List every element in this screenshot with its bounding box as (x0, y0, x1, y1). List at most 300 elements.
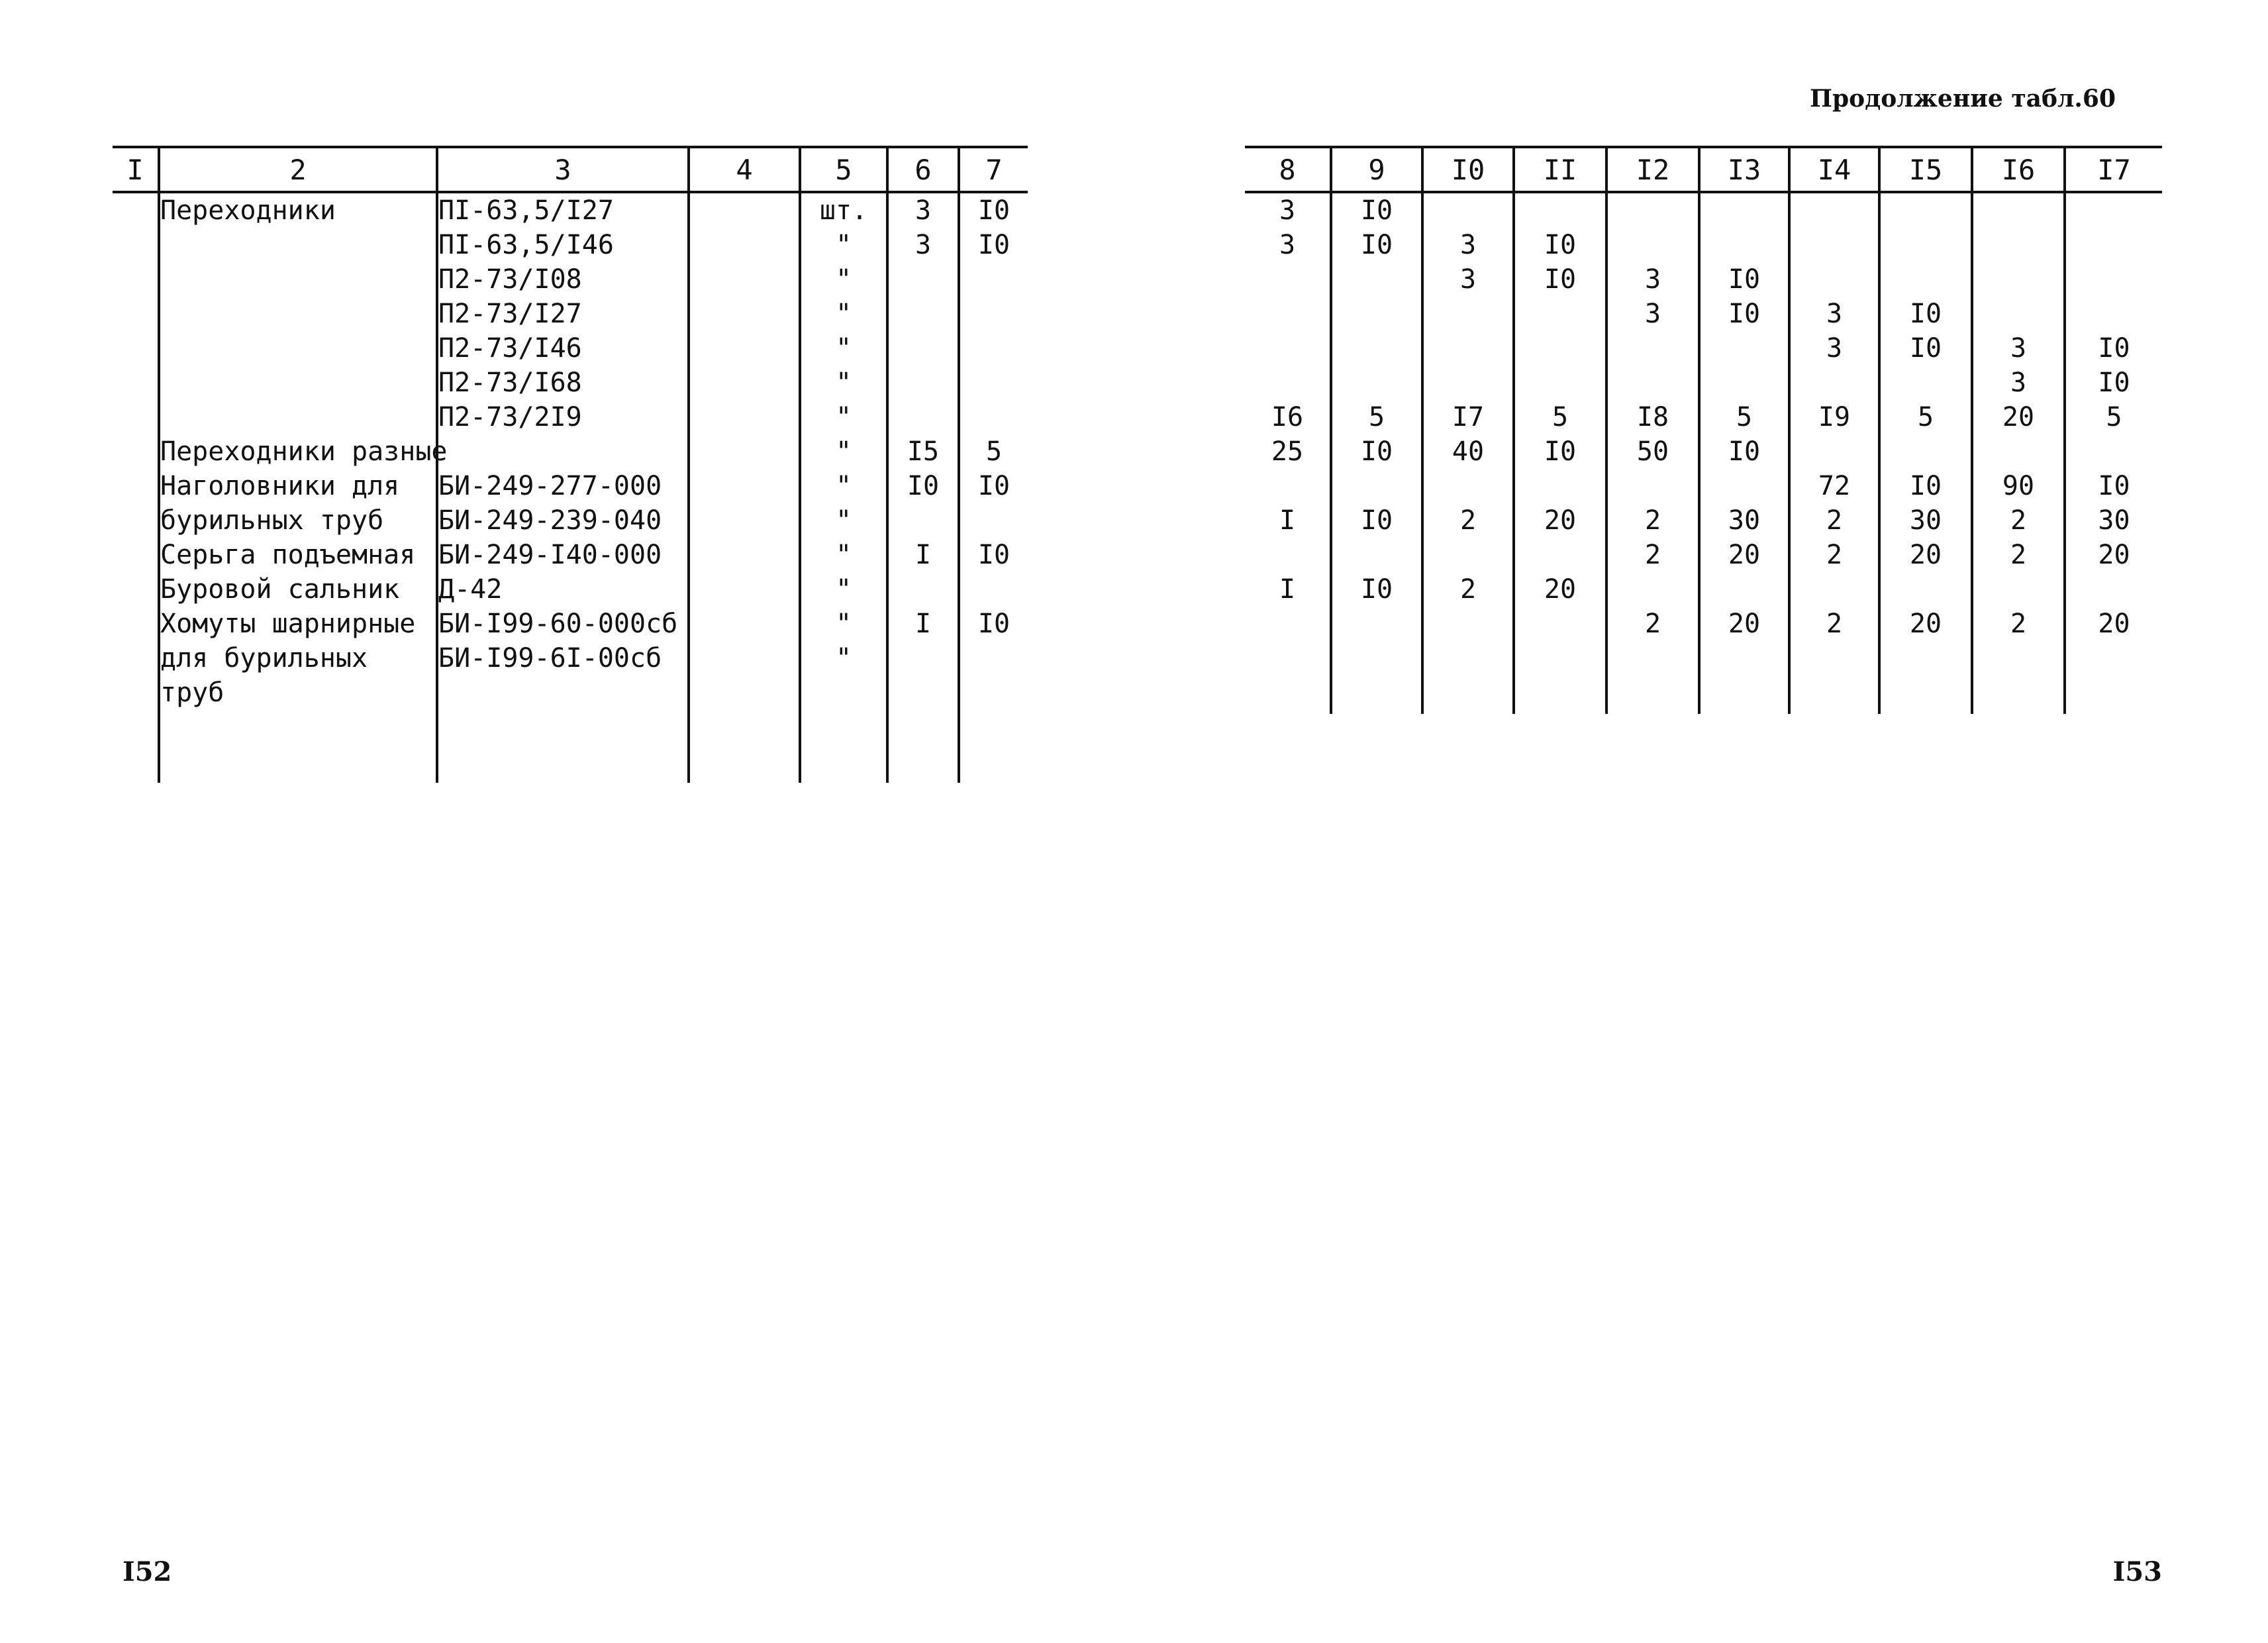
cell: 20 (1972, 400, 2065, 434)
cell (1331, 607, 1422, 641)
cell (1422, 641, 1514, 714)
cell: БИ-249-239-040 (437, 503, 689, 538)
left-col-header-7: 7 (959, 147, 1028, 192)
cell (2065, 262, 2162, 297)
cell (1606, 469, 1699, 503)
cell (887, 297, 959, 331)
cell: 30 (1699, 503, 1789, 538)
cell (689, 675, 800, 710)
table-row-spacer (113, 710, 1028, 783)
cell: бурильных труб (159, 503, 437, 538)
cell: I0 (1331, 503, 1422, 538)
cell: " (800, 331, 887, 366)
cell (689, 228, 800, 262)
cell: I0 (1879, 469, 1972, 503)
cell (1331, 262, 1422, 297)
cell (959, 710, 1028, 783)
cell: 3 (1279, 230, 1296, 260)
cell (1879, 641, 1972, 714)
cell: I0 (1514, 434, 1606, 469)
cell (1245, 331, 1331, 366)
cell: I0 (1514, 262, 1606, 297)
cell: 2 (1972, 538, 2065, 572)
cell: I0 (1331, 434, 1422, 469)
cell: Наголовники для (159, 469, 437, 503)
cell: " (800, 366, 887, 400)
cell (1331, 641, 1422, 714)
cell: I0 (2065, 331, 2162, 366)
cell: 3 (1422, 228, 1514, 262)
cell: I0 (959, 469, 1028, 503)
cell (437, 710, 689, 783)
table-row (113, 297, 1028, 331)
cell (689, 331, 800, 366)
table-row (113, 469, 1028, 503)
cell (689, 366, 800, 400)
cell (1422, 607, 1514, 641)
cell (1331, 538, 1422, 572)
cell (1422, 366, 1514, 400)
cell (959, 675, 1028, 710)
cell: I0 (1699, 434, 1789, 469)
cell (1972, 262, 2065, 297)
right-col-header-8: I5 (1879, 147, 1972, 192)
cell (1879, 434, 1972, 469)
cell (113, 538, 159, 572)
cell: I0 (959, 538, 1028, 572)
cell: 3 (1789, 297, 1879, 331)
cell: I0 (1879, 297, 1972, 331)
cell (1245, 469, 1331, 503)
cell: I0 (1331, 572, 1422, 607)
cell (1699, 366, 1789, 400)
cell: 20 (1879, 538, 1972, 572)
cell: 5 (1879, 400, 1972, 434)
cell (1972, 228, 2065, 262)
cell (1972, 297, 2065, 331)
cell (959, 400, 1028, 434)
table-row (1245, 228, 2162, 262)
cell: " (800, 262, 887, 297)
cell: 3 (1606, 262, 1699, 297)
cell: 20 (2065, 607, 2162, 641)
cell (887, 710, 959, 783)
cell (689, 572, 800, 607)
cell: 20 (1514, 503, 1606, 538)
cell (1972, 434, 2065, 469)
cell: Буровой сальник (159, 572, 437, 607)
cell (959, 641, 1028, 675)
cell: Серьга подъемная (159, 538, 437, 572)
cell: " (800, 538, 887, 572)
right-col-header-2: 9 (1331, 147, 1422, 192)
cell (113, 434, 159, 469)
cell: П2-73/2I9 (437, 400, 689, 434)
page-number-right: I53 (2112, 1556, 2162, 1587)
cell (1789, 262, 1879, 297)
table-row (113, 366, 1028, 400)
table-row (1245, 193, 2162, 228)
table-row (1245, 538, 2162, 572)
cell (1514, 607, 1606, 641)
cell (1514, 641, 1606, 714)
cell: " (800, 297, 887, 331)
cell: ПI-63,5/I27 (437, 192, 689, 228)
cell (1699, 641, 1789, 714)
cell (1879, 193, 1972, 228)
cell: I9 (1789, 400, 1879, 434)
cell (689, 641, 800, 675)
cell: 5 (1699, 400, 1789, 434)
cell: " (800, 228, 887, 262)
table-row (1245, 366, 2162, 400)
cell (1789, 228, 1879, 262)
cell (1514, 469, 1606, 503)
right-col-header-3: I0 (1422, 147, 1514, 192)
cell: П2-73/I68 (437, 366, 689, 400)
table-row (113, 192, 1028, 228)
cell (113, 331, 159, 366)
cell: БИ-I99-60-000сб (437, 607, 689, 641)
cell (1606, 366, 1699, 400)
cell: 2 (1606, 538, 1699, 572)
table-row (113, 641, 1028, 675)
cell (159, 228, 437, 262)
cell (1879, 262, 1972, 297)
cell (887, 572, 959, 607)
cell (113, 228, 159, 262)
table-row (1245, 572, 2162, 607)
cell (1245, 297, 1331, 331)
cell (437, 675, 689, 710)
table-row (1245, 469, 2162, 503)
cell: " (800, 641, 887, 675)
cell (1789, 434, 1879, 469)
cell (1245, 641, 1331, 714)
table-row (1245, 331, 2162, 366)
cell: I0 (1699, 262, 1789, 297)
cell (689, 503, 800, 538)
left-col-header-5: 5 (800, 147, 887, 192)
cell (1245, 538, 1331, 572)
table-row (113, 228, 1028, 262)
page-number-left: I52 (123, 1556, 172, 1587)
cell (1789, 366, 1879, 400)
cell (113, 400, 159, 434)
cell (1606, 331, 1699, 366)
cell: Хомуты шарнирные (159, 607, 437, 641)
cell: 3 (1972, 366, 2065, 400)
cell: 2 (1972, 607, 2065, 641)
cell (113, 469, 159, 503)
cell: БИ-249-277-000 (437, 469, 689, 503)
left-table (113, 146, 1028, 783)
right-col-header-9: I6 (1972, 147, 2065, 192)
cell (1879, 228, 1972, 262)
cell (689, 400, 800, 434)
cell: 50 (1606, 434, 1699, 469)
cell (887, 400, 959, 434)
cell: I0 (1331, 193, 1422, 228)
cell (1879, 366, 1972, 400)
cell (1789, 641, 1879, 714)
table-row (1245, 434, 2162, 469)
cell: I5 (887, 434, 959, 469)
cell (1699, 469, 1789, 503)
table-row (1245, 297, 2162, 331)
table-row (113, 400, 1028, 434)
cell: 2 (1422, 503, 1514, 538)
left-col-header-3: 3 (437, 147, 689, 192)
cell: I (1279, 574, 1296, 605)
cell: 5 (1514, 400, 1606, 434)
table-row (113, 434, 1028, 469)
left-col-header-6: 6 (887, 147, 959, 192)
cell (1331, 366, 1422, 400)
cell: 20 (1699, 607, 1789, 641)
cell: I8 (1606, 400, 1699, 434)
cell (159, 400, 437, 434)
cell (689, 297, 800, 331)
cell: 20 (1699, 538, 1789, 572)
cell (689, 607, 800, 641)
cell: I7 (1422, 400, 1514, 434)
cell: 2 (1789, 538, 1879, 572)
cell (159, 262, 437, 297)
cell (959, 366, 1028, 400)
cell (887, 331, 959, 366)
cell: I0 (1514, 228, 1606, 262)
cell (159, 331, 437, 366)
cell (1514, 297, 1606, 331)
table-row (1245, 400, 2162, 434)
cell: 2 (1606, 503, 1699, 538)
cell: 3 (887, 192, 959, 228)
cell (1331, 469, 1422, 503)
cell (689, 262, 800, 297)
cell: 20 (2065, 538, 2162, 572)
table-row (113, 262, 1028, 297)
cell (1699, 331, 1789, 366)
cell: " (800, 400, 887, 434)
cell (1789, 572, 1879, 607)
cell: 2 (1972, 503, 2065, 538)
cell (887, 503, 959, 538)
cell: I0 (959, 192, 1028, 228)
cell (689, 434, 800, 469)
cell: " (800, 503, 887, 538)
cell: ПI-63,5/I46 (437, 228, 689, 262)
cell: Д-42 (437, 572, 689, 607)
cell (2065, 434, 2162, 469)
table-row (113, 331, 1028, 366)
cell: I6 (1271, 402, 1304, 432)
cell: 72 (1789, 469, 1879, 503)
cell: I (887, 538, 959, 572)
cell: 40 (1422, 434, 1514, 469)
table-row (113, 607, 1028, 641)
cell (1789, 193, 1879, 228)
table-row (1245, 262, 2162, 297)
cell (1514, 366, 1606, 400)
cell: 30 (2065, 503, 2162, 538)
cell (1514, 331, 1606, 366)
cell: I0 (2065, 366, 2162, 400)
cell: 3 (1789, 331, 1879, 366)
cell: 3 (887, 228, 959, 262)
cell (1606, 193, 1699, 228)
cell: I0 (1699, 297, 1789, 331)
cell (800, 675, 887, 710)
cell (1514, 538, 1606, 572)
cell (113, 572, 159, 607)
cell: " (800, 434, 887, 469)
cell (959, 297, 1028, 331)
cell (1972, 193, 2065, 228)
cell: 2 (1606, 607, 1699, 641)
cell (959, 503, 1028, 538)
table-row (113, 675, 1028, 710)
cell (887, 262, 959, 297)
cell (1422, 193, 1514, 228)
cell (113, 503, 159, 538)
cell (689, 192, 800, 228)
cell: I (1279, 505, 1296, 536)
cell (689, 710, 800, 783)
right-col-header-10: I7 (2065, 147, 2162, 192)
cell: для бурильных (159, 641, 437, 675)
cell (2065, 641, 2162, 714)
right-col-header-1: 8 (1245, 147, 1331, 192)
cell (800, 710, 887, 783)
right-col-header-4: II (1514, 147, 1606, 192)
cell (2065, 228, 2162, 262)
cell: 20 (1514, 572, 1606, 607)
cell (1331, 331, 1422, 366)
cell (887, 366, 959, 400)
cell (959, 331, 1028, 366)
cell (1422, 538, 1514, 572)
table-row (113, 503, 1028, 538)
cell (113, 675, 159, 710)
cell (113, 607, 159, 641)
right-col-header-5: I2 (1606, 147, 1699, 192)
cell (1972, 641, 2065, 714)
cell: 3 (1972, 331, 2065, 366)
cell (2065, 572, 2162, 607)
right-col-header-7: I4 (1789, 147, 1879, 192)
cell (113, 366, 159, 400)
table-row-spacer (1245, 641, 2162, 714)
cell (887, 641, 959, 675)
cell: I0 (2065, 469, 2162, 503)
table-row (1245, 607, 2162, 641)
cell: П2-73/I08 (437, 262, 689, 297)
cell: 5 (2065, 400, 2162, 434)
cell: 3 (1606, 297, 1699, 331)
cell: 2 (1422, 572, 1514, 607)
cell (159, 710, 437, 783)
cell: труб (159, 675, 437, 710)
cell (113, 710, 159, 783)
left-col-header-4: 4 (689, 147, 800, 192)
left-col-header-2: 2 (159, 147, 437, 192)
cell (1699, 193, 1789, 228)
cell (2065, 297, 2162, 331)
table-caption: Продолжение табл.60 (1810, 85, 2116, 113)
cell (1422, 469, 1514, 503)
cell (1422, 297, 1514, 331)
cell (887, 675, 959, 710)
table-row (1245, 503, 2162, 538)
cell (113, 192, 159, 228)
right-col-header-6: I3 (1699, 147, 1789, 192)
table-row (113, 538, 1028, 572)
cell (959, 572, 1028, 607)
cell: " (800, 469, 887, 503)
cell: I0 (1331, 228, 1422, 262)
cell: 20 (1879, 607, 1972, 641)
cell (113, 262, 159, 297)
cell (1699, 228, 1789, 262)
cell: БИ-I99-6I-00сб (437, 641, 689, 675)
cell (689, 469, 800, 503)
cell: 30 (1879, 503, 1972, 538)
cell: П2-73/I27 (437, 297, 689, 331)
cell (113, 297, 159, 331)
cell (1879, 572, 1972, 607)
cell: I0 (887, 469, 959, 503)
cell: I (887, 607, 959, 641)
cell: " (800, 572, 887, 607)
cell: I0 (959, 228, 1028, 262)
cell: 3 (1422, 262, 1514, 297)
cell: Переходники (159, 192, 437, 228)
cell (1606, 228, 1699, 262)
cell: Переходники разные (159, 434, 437, 469)
cell (1699, 572, 1789, 607)
cell: 25 (1271, 436, 1304, 467)
cell: БИ-249-I40-000 (437, 538, 689, 572)
cell (1606, 641, 1699, 714)
table-row (113, 572, 1028, 607)
cell: П2-73/I46 (437, 331, 689, 366)
cell (959, 262, 1028, 297)
cell (437, 434, 689, 469)
cell (2065, 193, 2162, 228)
cell (113, 641, 159, 675)
cell (1514, 193, 1606, 228)
cell: 5 (1331, 400, 1422, 434)
cell (1606, 572, 1699, 607)
cell: 2 (1789, 503, 1879, 538)
cell (1972, 572, 2065, 607)
cell: I0 (1879, 331, 1972, 366)
cell: 3 (1279, 195, 1296, 226)
cell (1331, 297, 1422, 331)
cell (159, 366, 437, 400)
right-table (1245, 146, 2162, 714)
cell: 2 (1789, 607, 1879, 641)
cell: 5 (959, 434, 1028, 469)
cell (159, 297, 437, 331)
cell: I0 (959, 607, 1028, 641)
cell: 90 (1972, 469, 2065, 503)
cell (1245, 366, 1331, 400)
cell (1245, 262, 1331, 297)
left-col-header-1: I (113, 147, 159, 192)
cell: " (800, 607, 887, 641)
